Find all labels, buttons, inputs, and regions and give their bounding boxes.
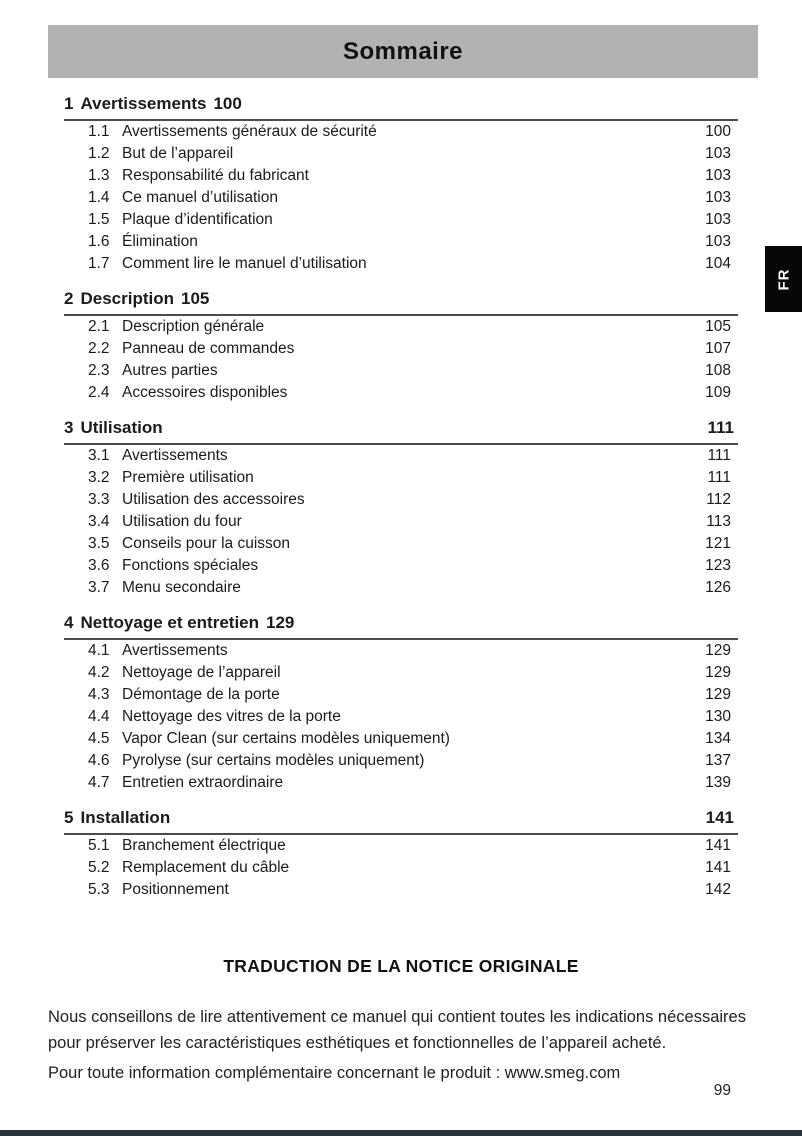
toc-entry-label: Plaque d’identification (122, 211, 273, 228)
toc-entry (64, 316, 738, 338)
toc-entry-label: But de l’appareil (122, 145, 234, 162)
toc-entry-number: 3.2 (88, 469, 110, 486)
toc-entry-page: 129 (705, 664, 731, 681)
toc-entry-page: 100 (705, 123, 731, 140)
footer-heading: TRADUCTION DE LA NOTICE ORIGINALE (223, 956, 579, 976)
toc-section-number: 1 (64, 94, 74, 113)
toc-entry-number: 1.1 (88, 123, 110, 140)
toc-section-number: 5 (64, 808, 74, 827)
toc-entry-number: 1.2 (88, 145, 110, 162)
toc-entry-label: Avertissements (122, 447, 228, 464)
toc-entry-number: 3.6 (88, 557, 110, 574)
toc-entry (64, 555, 738, 577)
toc-entry (64, 382, 738, 404)
toc (64, 92, 738, 913)
toc-entry-number: 5.2 (88, 859, 110, 876)
toc-entry (64, 338, 738, 360)
toc-entry-label: Fonctions spéciales (122, 557, 259, 574)
toc-entry-number: 3.3 (88, 491, 110, 508)
toc-entry (64, 445, 738, 467)
toc-section-page: 129 (266, 613, 295, 632)
toc-section-page: 111 (707, 418, 734, 437)
toc-section-number: 3 (64, 418, 74, 437)
toc-entry-number: 4.6 (88, 752, 110, 769)
toc-entry-number: 4.4 (88, 708, 110, 725)
toc-entry-label: Entretien extraordinaire (122, 774, 284, 791)
toc-entry-number: 2.2 (88, 340, 110, 357)
toc-entry (64, 533, 738, 555)
toc-entry (64, 772, 738, 794)
language-tab-label: FR (775, 268, 792, 290)
toc-entry-label: Nettoyage des vitres de la porte (122, 708, 341, 725)
toc-entry-page: 111 (707, 469, 731, 486)
toc-section-number: 2 (64, 289, 74, 308)
toc-entry (64, 662, 738, 684)
toc-entry (64, 684, 738, 706)
toc-entry-number: 1.4 (88, 189, 110, 206)
bottom-accent-bar (0, 1130, 802, 1136)
toc-entry-page: 103 (705, 233, 731, 250)
toc-entry (64, 231, 738, 253)
toc-entry-label: Conseils pour la cuisson (122, 535, 291, 552)
toc-entry-label: Pyrolyse (sur certains modèles uniquement) (122, 752, 425, 769)
toc-entry-label: Remplacement du câble (122, 859, 290, 876)
toc-entry-label: Panneau de commandes (122, 340, 295, 357)
toc-section-heading (64, 806, 738, 835)
toc-entry-label: Comment lire le manuel d’utilisation (122, 255, 367, 272)
toc-section-page: 141 (705, 808, 734, 827)
toc-entry-label: Autres parties (122, 362, 218, 379)
toc-entry-label: Nettoyage de l’appareil (122, 664, 281, 681)
toc-entry (64, 640, 738, 662)
toc-entry-number: 3.5 (88, 535, 110, 552)
toc-entry-page: 129 (705, 686, 731, 703)
toc-section-heading (64, 611, 738, 640)
toc-entry-number: 2.1 (88, 318, 110, 335)
toc-entry-number: 1.3 (88, 167, 110, 184)
toc-entry-page: 103 (705, 167, 731, 184)
toc-entry-number: 5.1 (88, 837, 110, 854)
toc-section (64, 806, 738, 901)
toc-entry-label: Positionnement (122, 881, 229, 898)
toc-entry-page: 141 (705, 837, 731, 854)
toc-entry (64, 253, 738, 275)
toc-entry-page: 113 (706, 513, 731, 530)
toc-entry-number: 4.1 (88, 642, 110, 659)
toc-entry-page: 104 (705, 255, 731, 272)
toc-entry-label: Menu secondaire (122, 579, 241, 596)
toc-entry-page: 107 (705, 340, 731, 357)
toc-entry (64, 835, 738, 857)
toc-entry (64, 879, 738, 901)
toc-entry-page: 109 (705, 384, 731, 401)
toc-entry-page: 103 (705, 145, 731, 162)
toc-entry-page: 142 (705, 881, 731, 898)
toc-entry-page: 121 (705, 535, 731, 552)
toc-section-number: 4 (64, 613, 74, 632)
toc-entry (64, 857, 738, 879)
toc-entry-page: 130 (705, 708, 731, 725)
toc-entry-page: 103 (705, 211, 731, 228)
toc-entry-page: 111 (707, 447, 731, 464)
toc-section-title: Avertissements (80, 94, 207, 113)
toc-section (64, 92, 738, 275)
toc-section-title: Nettoyage et entretien (80, 613, 260, 632)
toc-entry-page: 112 (706, 491, 731, 508)
toc-entry-number: 1.6 (88, 233, 110, 250)
toc-entry-number: 4.7 (88, 774, 110, 791)
toc-entry-label: Vapor Clean (sur certains modèles uniquement) (122, 730, 450, 747)
toc-entry-label: Avertissements généraux de sécurité (122, 123, 377, 140)
toc-entry (64, 360, 738, 382)
page-title: Sommaire (342, 37, 464, 65)
toc-entry-page: 137 (705, 752, 731, 769)
toc-entry-label: Accessoires disponibles (122, 384, 288, 401)
toc-entry-page: 134 (705, 730, 731, 747)
toc-section (64, 611, 738, 794)
language-tab (765, 246, 802, 312)
toc-entry (64, 143, 738, 165)
toc-entry (64, 706, 738, 728)
toc-entry-number: 2.4 (88, 384, 110, 401)
toc-section-heading (64, 416, 738, 445)
toc-section-heading (64, 287, 738, 316)
toc-entry-number: 3.4 (88, 513, 110, 530)
toc-entry (64, 489, 738, 511)
toc-entry-label: Élimination (122, 233, 198, 250)
toc-entry-label: Responsabilité du fabricant (122, 167, 309, 184)
toc-entry (64, 187, 738, 209)
toc-entry-page: 103 (705, 189, 731, 206)
toc-entry (64, 750, 738, 772)
toc-entry-label: Ce manuel d’utilisation (122, 189, 278, 206)
page-title-bar (48, 25, 758, 78)
toc-entry-number: 4.5 (88, 730, 110, 747)
toc-entry-number: 5.3 (88, 881, 110, 898)
toc-entry-page: 126 (705, 579, 731, 596)
toc-entry-label: Démontage de la porte (122, 686, 280, 703)
toc-entry-label: Première utilisation (122, 469, 254, 486)
page-number: 99 (713, 1082, 731, 1099)
toc-entry-number: 4.2 (88, 664, 110, 681)
toc-entry-number: 3.1 (88, 447, 110, 464)
toc-entry-label: Description générale (122, 318, 265, 335)
toc-section-title: Installation (80, 808, 171, 827)
footer-paragraph: Pour toute information complémentaire concernant le produit : www.smeg.com (48, 1064, 621, 1082)
toc-entry-label: Utilisation du four (122, 513, 242, 530)
toc-entry-page: 129 (705, 642, 731, 659)
toc-entry-page: 123 (705, 557, 731, 574)
toc-entry (64, 121, 738, 143)
toc-entry-number: 2.3 (88, 362, 110, 379)
toc-entry-label: Avertissements (122, 642, 228, 659)
toc-entry (64, 511, 738, 533)
toc-section-title: Utilisation (80, 418, 163, 437)
toc-entry-number: 1.5 (88, 211, 110, 228)
toc-entry-page: 141 (705, 859, 731, 876)
toc-entry-page: 105 (705, 318, 731, 335)
toc-entry (64, 165, 738, 187)
toc-section-heading (64, 92, 738, 121)
toc-entry (64, 728, 738, 750)
toc-entry-page: 108 (705, 362, 731, 379)
toc-entry-label: Utilisation des accessoires (122, 491, 305, 508)
toc-entry-number: 4.3 (88, 686, 110, 703)
toc-section (64, 416, 738, 599)
toc-entry (64, 467, 738, 489)
toc-section-page: 105 (181, 289, 210, 308)
toc-section-title: Description (80, 289, 174, 308)
toc-entry-number: 3.7 (88, 579, 110, 596)
footer-paragraph: Nous conseillons de lire attentivement ce manuel qui contient toutes les indications nécessaires pour préserver les caractéristiques esthétiques et fonctionnelles de l’appareil acheté. (48, 1008, 746, 1052)
toc-entry-number: 1.7 (88, 255, 110, 272)
footer-paragraphs (48, 1004, 758, 1086)
toc-entry-page: 139 (705, 774, 731, 791)
toc-section (64, 287, 738, 404)
toc-section-page: 100 (213, 94, 242, 113)
toc-entry (64, 577, 738, 599)
toc-entry-label: Branchement électrique (122, 837, 286, 854)
toc-entry (64, 209, 738, 231)
